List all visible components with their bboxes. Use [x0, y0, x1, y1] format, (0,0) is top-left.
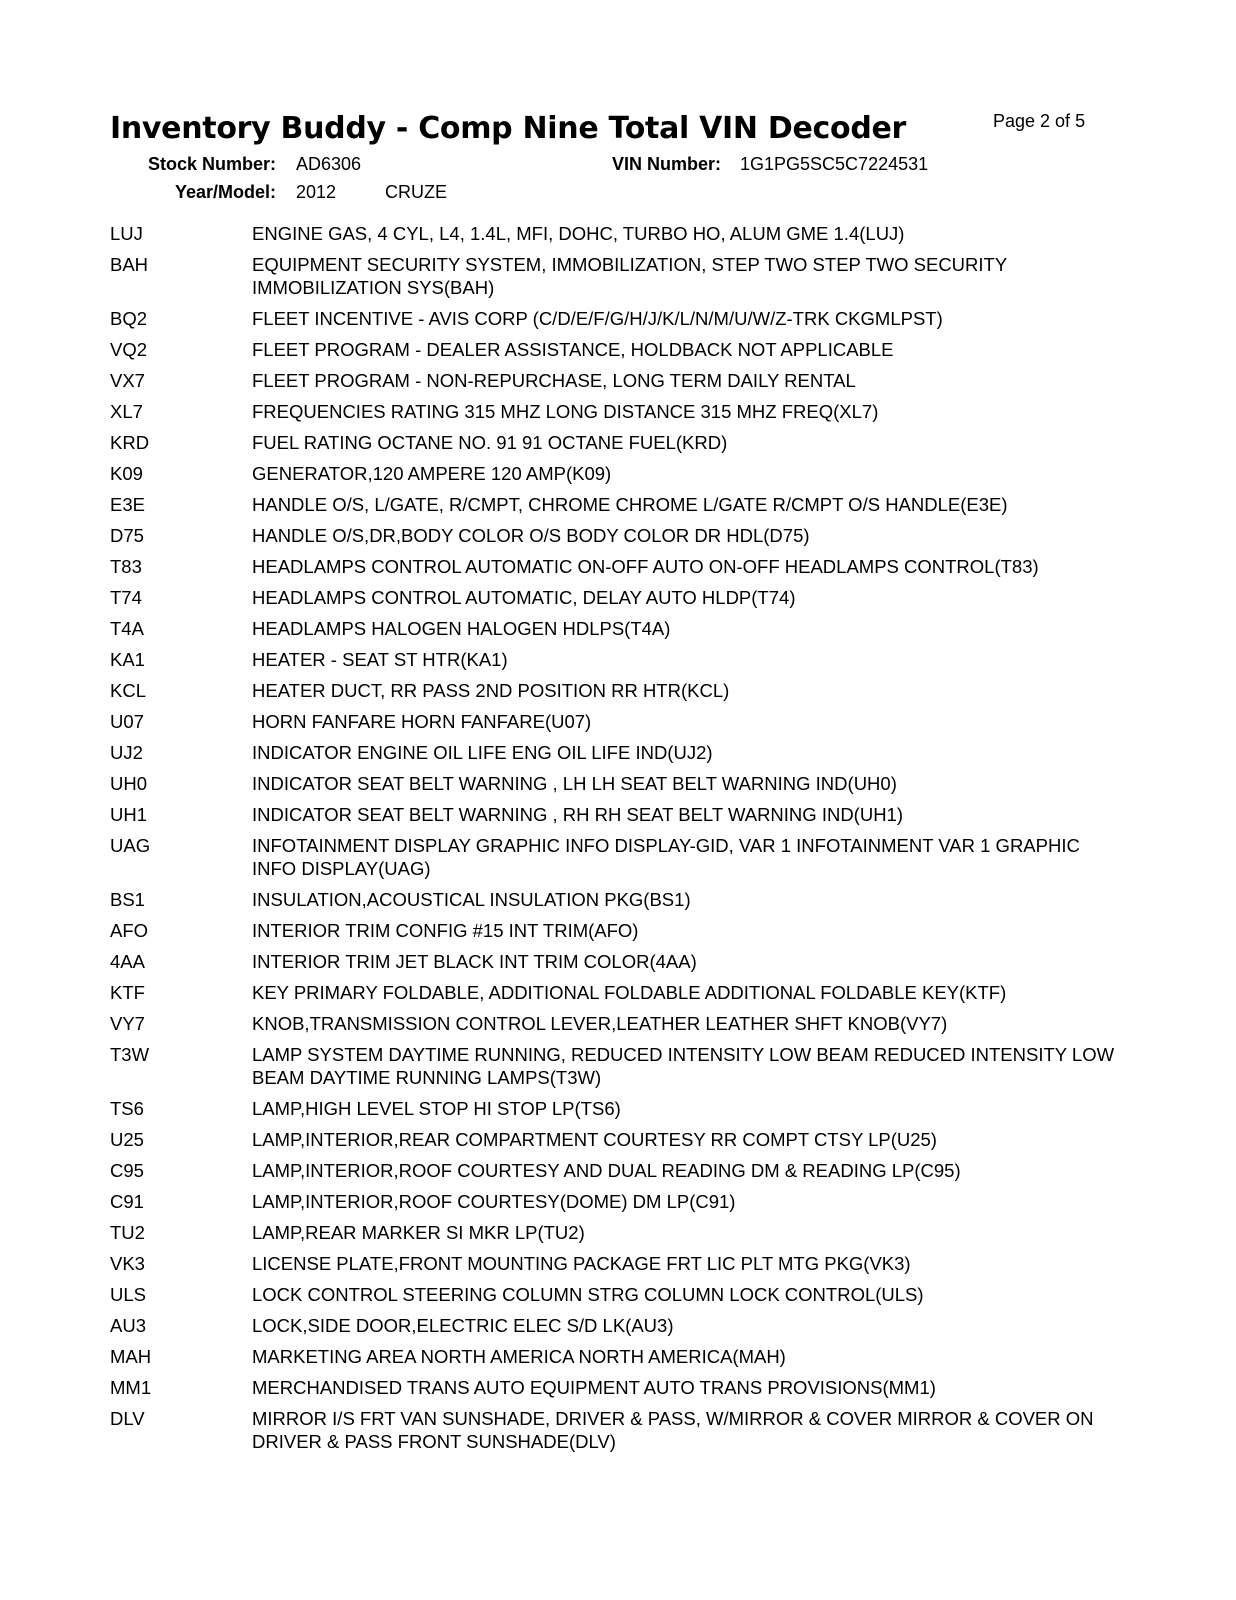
option-code: KA1 [110, 649, 145, 670]
option-code: BAH [110, 254, 149, 275]
option-code: UH1 [110, 804, 148, 825]
option-description: LAMP,HIGH LEVEL STOP HI STOP LP(TS6) [252, 1098, 621, 1119]
option-row [110, 489, 1120, 520]
option-description: INTERIOR TRIM CONFIG #15 INT TRIM(AFO) [252, 920, 639, 941]
option-description: INSULATION,ACOUSTICAL INSULATION PKG(BS1) [252, 889, 691, 910]
option-row [110, 675, 1120, 706]
option-description: ENGINE GAS, 4 CYL, L4, 1.4L, MFI, DOHC, TURBO HO, ALUM GME 1.4(LUJ) [252, 223, 905, 244]
option-code: C95 [110, 1160, 144, 1181]
option-row [110, 458, 1120, 489]
option-code: VQ2 [110, 339, 148, 360]
option-description: FLEET PROGRAM - DEALER ASSISTANCE, HOLDBACK NOT APPLICABLE [252, 339, 894, 360]
option-description: INFOTAINMENT DISPLAY GRAPHIC INFO DISPLAY-GID, VAR 1 INFOTAINMENT VAR 1 GRAPHIC INFO DISPLAY(UAG) [252, 835, 1080, 879]
option-code: UH0 [110, 773, 148, 794]
option-code: K09 [110, 463, 143, 484]
option-code: T74 [110, 587, 142, 608]
option-description: GENERATOR,120 AMPERE 120 AMP(K09) [252, 463, 612, 484]
option-description: LAMP SYSTEM DAYTIME RUNNING, REDUCED INTENSITY LOW BEAM REDUCED INTENSITY LOW BEAM DAYTIME RUNNING LAMPS(T3W) [252, 1044, 1115, 1088]
option-code: VK3 [110, 1253, 145, 1274]
option-row [110, 1039, 1120, 1093]
option-row [110, 1372, 1120, 1403]
option-code: MM1 [110, 1377, 152, 1398]
option-description: HORN FANFARE HORN FANFARE(U07) [252, 711, 592, 732]
option-row [110, 768, 1120, 799]
option-description: INDICATOR ENGINE OIL LIFE ENG OIL LIFE IND(UJ2) [252, 742, 713, 763]
option-code: U25 [110, 1129, 144, 1150]
option-code: T3W [110, 1044, 150, 1065]
option-row [110, 915, 1120, 946]
option-row [110, 249, 1120, 303]
option-row [110, 427, 1120, 458]
option-description: HANDLE O/S, L/GATE, R/CMPT, CHROME CHROME L/GATE R/CMPT O/S HANDLE(E3E) [252, 494, 1008, 515]
option-description: LOCK,SIDE DOOR,ELECTRIC ELEC S/D LK(AU3) [252, 1315, 674, 1336]
option-row [110, 334, 1120, 365]
vin-number [612, 153, 929, 175]
option-code: BQ2 [110, 308, 148, 329]
option-row [110, 1310, 1120, 1341]
option-row [110, 520, 1120, 551]
option-description: EQUIPMENT SECURITY SYSTEM, IMMOBILIZATION, STEP TWO STEP TWO SECURITY IMMOBILIZATION SYS(BAH) [252, 254, 1007, 298]
option-row [110, 946, 1120, 977]
option-description: INDICATOR SEAT BELT WARNING , RH RH SEAT BELT WARNING IND(UH1) [252, 804, 904, 825]
option-description: LICENSE PLATE,FRONT MOUNTING PACKAGE FRT LIC PLT MTG PKG(VK3) [252, 1253, 911, 1274]
option-code: TS6 [110, 1098, 144, 1119]
stock-number-value: AD6306 [296, 154, 362, 174]
option-description: FLEET PROGRAM - NON-REPURCHASE, LONG TERM DAILY RENTAL [252, 370, 856, 391]
option-code: KRD [110, 432, 150, 453]
option-row [110, 1186, 1120, 1217]
option-description: LAMP,INTERIOR,REAR COMPARTMENT COURTESY RR COMPT CTSY LP(U25) [252, 1129, 937, 1150]
option-description: FUEL RATING OCTANE NO. 91 91 OCTANE FUEL(KRD) [252, 432, 728, 453]
option-row [110, 1248, 1120, 1279]
option-code: 4AA [110, 951, 145, 972]
option-row [110, 1341, 1120, 1372]
option-code: T4A [110, 618, 144, 639]
option-row [110, 613, 1120, 644]
option-code: BS1 [110, 889, 145, 910]
vin-number-label: VIN Number: [612, 154, 722, 174]
option-description: HEADLAMPS CONTROL AUTOMATIC, DELAY AUTO HLDP(T74) [252, 587, 796, 608]
option-row [110, 884, 1120, 915]
option-row [110, 1124, 1120, 1155]
option-description: HEADLAMPS HALOGEN HALOGEN HDLPS(T4A) [252, 618, 671, 639]
page-number: Page 2 of 5 [993, 111, 1086, 131]
option-description: MARKETING AREA NORTH AMERICA NORTH AMERICA(MAH) [252, 1346, 786, 1367]
option-code: D75 [110, 525, 144, 546]
option-code: VY7 [110, 1013, 145, 1034]
option-row [110, 1403, 1120, 1457]
option-code: LUJ [110, 223, 143, 244]
option-description: KEY PRIMARY FOLDABLE, ADDITIONAL FOLDABLE ADDITIONAL FOLDABLE KEY(KTF) [252, 982, 1007, 1003]
option-row [110, 644, 1120, 675]
option-code: ULS [110, 1284, 146, 1305]
option-code: U07 [110, 711, 144, 732]
option-code: DLV [110, 1408, 145, 1429]
option-row [110, 737, 1120, 768]
page-title: Inventory Buddy - Comp Nine Total VIN Decoder [110, 111, 907, 146]
stock-number-label: Stock Number: [148, 154, 277, 174]
option-code: AFO [110, 920, 149, 941]
option-code: C91 [110, 1191, 144, 1212]
option-row [110, 365, 1120, 396]
option-list [110, 218, 1120, 1457]
option-description: INDICATOR SEAT BELT WARNING , LH LH SEAT BELT WARNING IND(UH0) [252, 773, 897, 794]
option-description: HANDLE O/S,DR,BODY COLOR O/S BODY COLOR DR HDL(D75) [252, 525, 810, 546]
option-row [110, 706, 1120, 737]
option-description: HEADLAMPS CONTROL AUTOMATIC ON-OFF AUTO ON-OFF HEADLAMPS CONTROL(T83) [252, 556, 1039, 577]
option-code: KCL [110, 680, 146, 701]
option-description: INTERIOR TRIM JET BLACK INT TRIM COLOR(4AA) [252, 951, 697, 972]
option-row [110, 303, 1120, 334]
option-row [110, 1008, 1120, 1039]
stock-number [148, 153, 362, 175]
option-description: MIRROR I/S FRT VAN SUNSHADE, DRIVER & PASS, W/MIRROR & COVER MIRROR & COVER ON DRIVER & PASS FRONT SUNSHADE(DLV) [252, 1408, 1094, 1452]
option-code: MAH [110, 1346, 152, 1367]
option-row [110, 396, 1120, 427]
option-row [110, 218, 1120, 249]
year-value: 2012 [296, 182, 337, 202]
option-description: MERCHANDISED TRANS AUTO EQUIPMENT AUTO TRANS PROVISIONS(MM1) [252, 1377, 936, 1398]
option-code: E3E [110, 494, 145, 515]
option-code: UAG [110, 835, 151, 856]
option-row [110, 1279, 1120, 1310]
option-description: HEATER - SEAT ST HTR(KA1) [252, 649, 508, 670]
option-row [110, 1217, 1120, 1248]
option-description: HEATER DUCT, RR PASS 2ND POSITION RR HTR(KCL) [252, 680, 730, 701]
option-code: UJ2 [110, 742, 143, 763]
option-description: FLEET INCENTIVE - AVIS CORP (C/D/E/F/G/H/J/K/L/N/M/U/W/Z-TRK CKGMLPST) [252, 308, 943, 329]
option-row [110, 1093, 1120, 1124]
option-row [110, 551, 1120, 582]
model-value: CRUZE [385, 182, 447, 202]
option-row [110, 799, 1120, 830]
option-description: LAMP,INTERIOR,ROOF COURTESY(DOME) DM LP(C91) [252, 1191, 736, 1212]
option-description: FREQUENCIES RATING 315 MHZ LONG DISTANCE 315 MHZ FREQ(XL7) [252, 401, 879, 422]
option-description: LAMP,INTERIOR,ROOF COURTESY AND DUAL READING DM & READING LP(C95) [252, 1160, 961, 1181]
option-row [110, 582, 1120, 613]
option-code: VX7 [110, 370, 145, 391]
year-model-label: Year/Model: [175, 182, 277, 202]
option-code: XL7 [110, 401, 143, 422]
option-description: LAMP,REAR MARKER SI MKR LP(TU2) [252, 1222, 585, 1243]
vin-number-value: 1G1PG5SC5C7224531 [740, 154, 929, 174]
option-row [110, 977, 1120, 1008]
option-code: AU3 [110, 1315, 146, 1336]
year-model [175, 181, 447, 203]
option-description: KNOB,TRANSMISSION CONTROL LEVER,LEATHER LEATHER SHFT KNOB(VY7) [252, 1013, 948, 1034]
option-code: TU2 [110, 1222, 145, 1243]
option-description: LOCK CONTROL STEERING COLUMN STRG COLUMN LOCK CONTROL(ULS) [252, 1284, 924, 1305]
option-row [110, 1155, 1120, 1186]
option-code: T83 [110, 556, 142, 577]
option-code: KTF [110, 982, 145, 1003]
option-row [110, 830, 1120, 884]
